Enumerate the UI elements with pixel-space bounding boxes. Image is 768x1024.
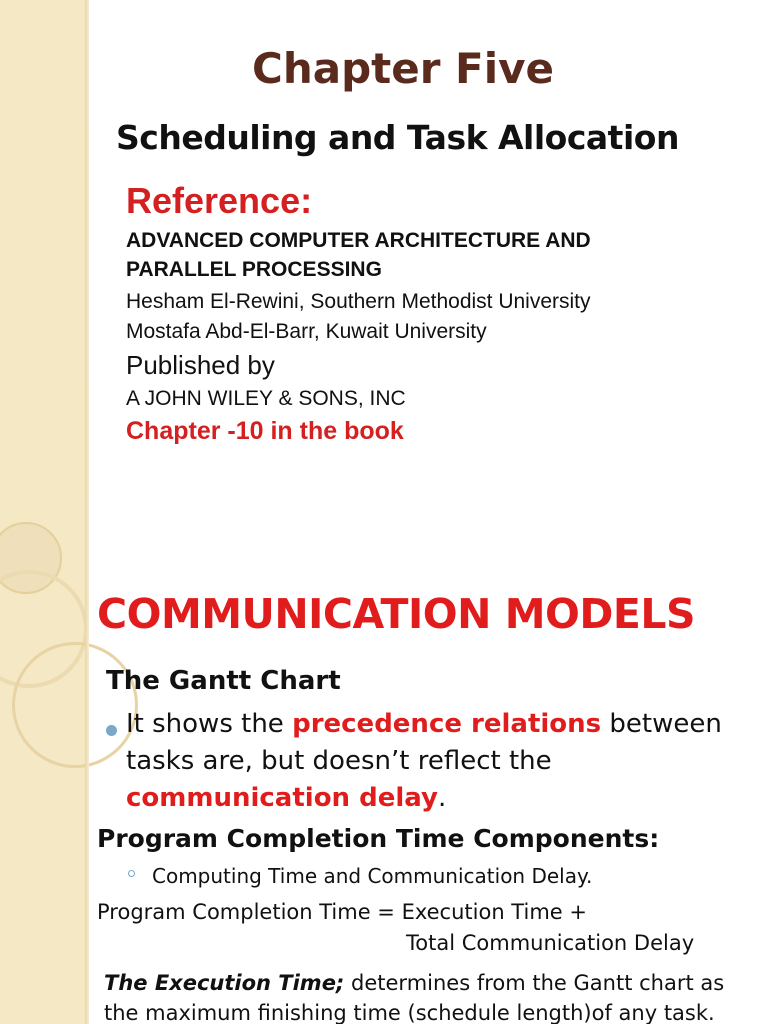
bullet-text-part: between tasks are, but doesn’t reflect the xyxy=(126,709,722,776)
published-by-label: Published by xyxy=(126,350,275,380)
reference-label: Reference: xyxy=(126,180,313,221)
sub-bullet-icon xyxy=(128,870,135,877)
chapter-subtitle: Scheduling and Task Allocation xyxy=(116,118,679,157)
author-2: Mostafa Abd-El-Barr, Kuwait University xyxy=(126,320,487,343)
decorative-ring-icon xyxy=(12,642,138,768)
chapter-title: Chapter Five xyxy=(252,44,554,93)
book-title-line-1: ADVANCED COMPUTER ARCHITECTURE AND xyxy=(126,229,591,252)
sidebar-edge xyxy=(85,512,89,1024)
bullet-text-part: . xyxy=(437,783,447,813)
execution-time-definition xyxy=(104,968,764,1024)
formula-line-2: Total Communication Delay xyxy=(406,931,695,955)
highlight-precedence-relations: precedence relations xyxy=(292,709,602,739)
decorative-sidebar xyxy=(0,0,85,512)
chapter-reference: Chapter -10 in the book xyxy=(126,417,404,445)
decorative-sidebar xyxy=(0,512,85,1024)
sidebar-edge xyxy=(85,0,89,512)
author-1: Hesham El-Rewini, Southern Methodist University xyxy=(126,290,591,313)
bullet-text-part: It shows the xyxy=(126,709,293,739)
highlight-communication-delay: communication delay xyxy=(126,783,438,813)
gantt-chart-heading: The Gantt Chart xyxy=(106,666,341,696)
book-title-line-2: PARALLEL PROCESSING xyxy=(126,258,382,281)
publisher-name: A JOHN WILEY & SONS, INC xyxy=(126,387,406,410)
execution-time-description: determines from the Gantt chart as the maximum finishing time (schedule length)of any task. xyxy=(104,971,725,1024)
gantt-bullet-text xyxy=(126,706,756,817)
bullet-icon xyxy=(106,725,117,736)
slide-2 xyxy=(0,512,768,1024)
slide-title: COMMUNICATION MODELS xyxy=(97,590,696,638)
sub-bullet-text: Computing Time and Communication Delay. xyxy=(152,864,593,888)
formula-line-1: Program Completion Time = Execution Time + xyxy=(97,900,587,924)
completion-time-heading: Program Completion Time Components: xyxy=(97,824,660,853)
execution-time-term: The Execution Time; xyxy=(104,971,345,995)
